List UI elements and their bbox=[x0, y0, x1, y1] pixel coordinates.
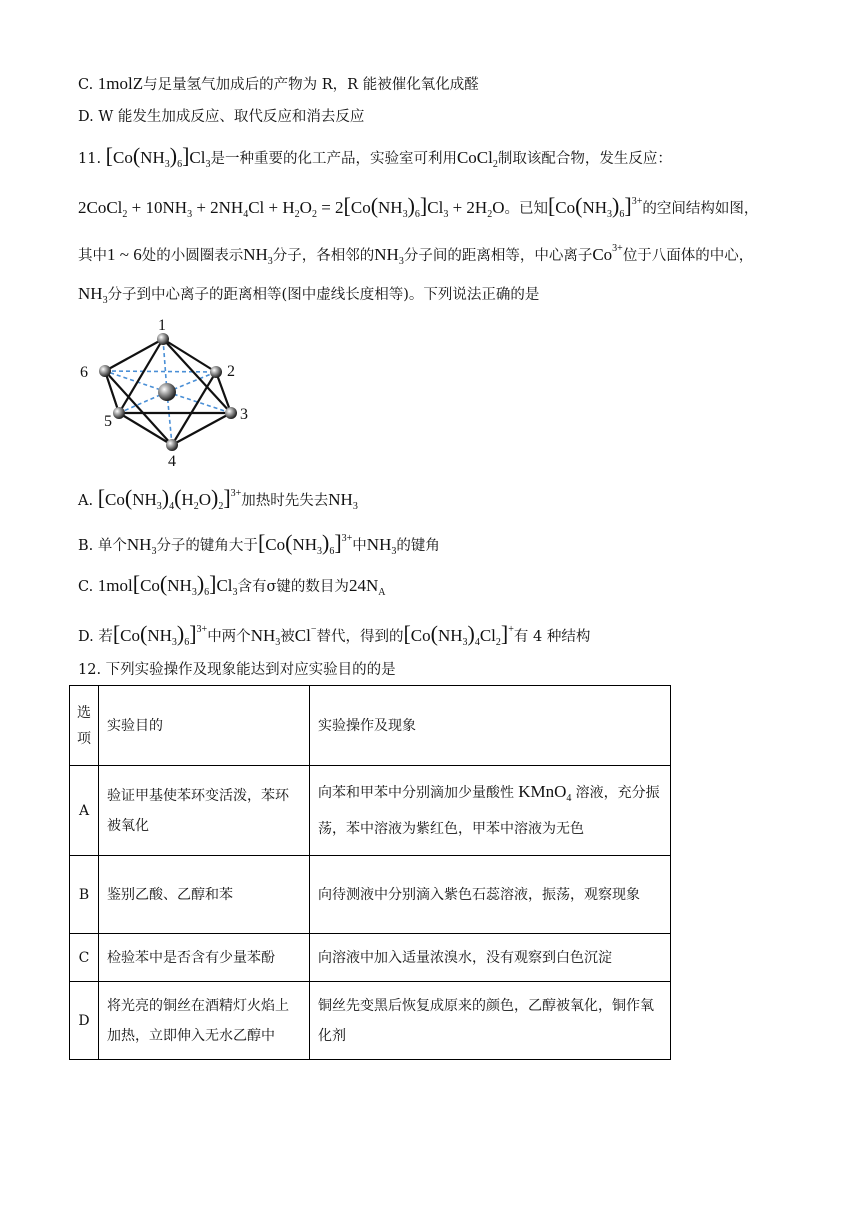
option-text: 分子的键角大于 bbox=[156, 538, 258, 554]
operation-text: 向苯和甲苯中分别滴加少量酸性 bbox=[318, 785, 514, 801]
row-purpose: 鉴别乙酸、乙醇和苯 bbox=[99, 856, 310, 934]
row-option: C bbox=[70, 934, 99, 982]
question-number: 11. bbox=[78, 151, 102, 167]
option-label: A. bbox=[78, 493, 94, 509]
ligand-6 bbox=[99, 365, 111, 377]
formula: $[Co(NH_3)_4(H_2O)_2]^{3+}$ bbox=[97, 485, 242, 512]
operation-text: 溶液，充分振荡，苯中溶液为紫红色，甲苯中溶液为无色 bbox=[318, 785, 660, 837]
text: 制取该配合物，发生反应： bbox=[497, 151, 672, 167]
label-5: 5 bbox=[104, 413, 112, 430]
option-label: B. bbox=[78, 538, 94, 554]
label-2: 2 bbox=[227, 363, 235, 380]
option-text: 加热时先失去 bbox=[241, 493, 329, 509]
table-row bbox=[70, 934, 671, 982]
value: $24N_A$ bbox=[348, 576, 386, 598]
formula: CoCl$_2$ bbox=[456, 148, 498, 170]
option-text: 单个 bbox=[97, 538, 127, 554]
formula: $[Co(NH_3)_4Cl_2]^+$ bbox=[403, 621, 514, 648]
option-text: 含有σ键的数目为 bbox=[237, 579, 349, 595]
formula: Cl− bbox=[294, 624, 317, 645]
row-option: A bbox=[70, 766, 99, 856]
option-c-prev bbox=[78, 74, 479, 95]
row-operation: 铜丝先变黑后恢复成原来的颜色，乙醇被氧化，铜作氧化剂 bbox=[310, 982, 671, 1060]
text: 分子间的距离相等，中心离子 bbox=[403, 248, 593, 264]
q11-option-c bbox=[78, 571, 386, 603]
row-purpose: 将光亮的铜丝在酒精灯火焰上加热，立即伸入无水乙醇中 bbox=[99, 982, 310, 1060]
formula: $[Co(NH_3)_6]Cl_3$ bbox=[132, 571, 238, 598]
ligand-3 bbox=[225, 407, 237, 419]
header-operation: 实验操作及现象 bbox=[310, 686, 671, 766]
label-6: 6 bbox=[80, 364, 88, 381]
text: 分子，各相邻的 bbox=[272, 248, 375, 264]
ligand-4 bbox=[166, 439, 178, 451]
formula: $[Co(NH_3)_6]^{3+}$ bbox=[257, 530, 353, 557]
row-operation bbox=[310, 766, 671, 856]
formula: $[Co(NH_3)_6]^{3+}$ bbox=[547, 193, 643, 220]
ligand-2 bbox=[210, 366, 222, 378]
formula: KMnO$_4$ bbox=[514, 782, 572, 804]
row-operation: 向溶液中加入适量浓溴水，没有观察到白色沉淀 bbox=[310, 934, 671, 982]
option-text: 中 bbox=[352, 538, 367, 554]
range: 1 ~ 6 bbox=[107, 245, 142, 264]
header-option: 选项 bbox=[70, 686, 99, 766]
label-4: 4 bbox=[168, 453, 176, 466]
central-ion bbox=[158, 383, 176, 401]
formula: $NH_3$ bbox=[126, 535, 157, 557]
row-operation: 向待测液中分别滴入紫色石蕊溶液，振荡，观察现象 bbox=[310, 856, 671, 934]
row-purpose: 检验苯中是否含有少量苯酚 bbox=[99, 934, 310, 982]
table-row bbox=[70, 856, 671, 934]
text: 分子到中心离子的距离相等(图中虚线长度相等)。下列说法正确的是 bbox=[107, 287, 540, 303]
option-text: 被 bbox=[280, 629, 295, 645]
formula: $NH_3$ bbox=[374, 245, 404, 267]
formula: $Co^{3+}$ bbox=[592, 243, 623, 264]
q11-option-b bbox=[78, 529, 440, 562]
q11-line-4 bbox=[78, 284, 539, 311]
text: 位于八面体的中心， bbox=[622, 248, 754, 264]
q11-option-a bbox=[78, 484, 358, 517]
header-purpose: 实验目的 bbox=[99, 686, 310, 766]
option-text: 1molZ bbox=[97, 74, 144, 93]
formula: $NH_3$ bbox=[78, 284, 108, 306]
formula: $[Co(NH_3)_6]^{3+}$ bbox=[112, 621, 208, 648]
octahedron-diagram bbox=[76, 316, 256, 466]
ligand-1 bbox=[157, 333, 169, 345]
question-text: 12. 下列实验操作及现象能达到对应实验目的的是 bbox=[78, 662, 396, 678]
q11-line-2 bbox=[78, 192, 758, 225]
option-label: D. bbox=[78, 109, 94, 125]
option-text: 1mol bbox=[97, 576, 133, 595]
row-option: D bbox=[70, 982, 99, 1060]
ligand-5 bbox=[113, 407, 125, 419]
option-label: C. bbox=[78, 77, 94, 93]
option-text: 有 4 种结构 bbox=[513, 629, 591, 645]
table-header-row bbox=[70, 686, 671, 766]
text: 是一种重要的化工产品，实验室可利用 bbox=[210, 151, 457, 167]
text: 的空间结构如图， bbox=[642, 201, 759, 217]
option-text: W 能发生加成反应、取代反应和消去反应 bbox=[98, 109, 365, 125]
formula: $NH_3$ bbox=[243, 245, 273, 267]
option-text: 中两个 bbox=[207, 629, 251, 645]
option-text: 替代，得到的 bbox=[316, 629, 404, 645]
label-1: 1 bbox=[158, 317, 166, 334]
experiment-table bbox=[69, 685, 671, 1060]
formula: $NH_3$ bbox=[366, 535, 397, 557]
text: 其中 bbox=[78, 248, 107, 264]
row-option: B bbox=[70, 856, 99, 934]
q11-option-d bbox=[78, 620, 590, 653]
option-text: 与足量氢气加成后的产物为 R，R 能被催化氧化成醛 bbox=[143, 77, 479, 93]
text: 。已知 bbox=[504, 201, 548, 217]
label-3: 3 bbox=[240, 406, 248, 423]
formula: $NH_3$ bbox=[250, 626, 281, 648]
formula: $[Co(NH_3)_6]Cl_3$ bbox=[105, 143, 211, 170]
table-row bbox=[70, 982, 671, 1060]
q11-line-1 bbox=[78, 143, 672, 175]
text: 处的小圆圈表示 bbox=[141, 248, 244, 264]
formula: $NH_3$ bbox=[328, 490, 358, 512]
option-label: C. bbox=[78, 579, 94, 595]
reaction-equation: 2CoCl$_2$ + $10NH_3 + 2NH_4Cl + H_2O_2 = 2[Co(NH_3)_6]Cl_3 + 2H_2O$ bbox=[78, 193, 505, 220]
q11-line-3 bbox=[78, 239, 753, 272]
value-text: 24N bbox=[348, 576, 379, 595]
row-purpose: 验证甲基使苯环变活泼，苯环被氧化 bbox=[99, 766, 310, 856]
option-text: 的键角 bbox=[396, 538, 440, 554]
option-d-prev bbox=[78, 107, 364, 127]
q12-stem bbox=[78, 660, 396, 680]
option-label: D. bbox=[78, 629, 94, 645]
option-text: 若 bbox=[98, 629, 113, 645]
table-row bbox=[70, 766, 671, 856]
